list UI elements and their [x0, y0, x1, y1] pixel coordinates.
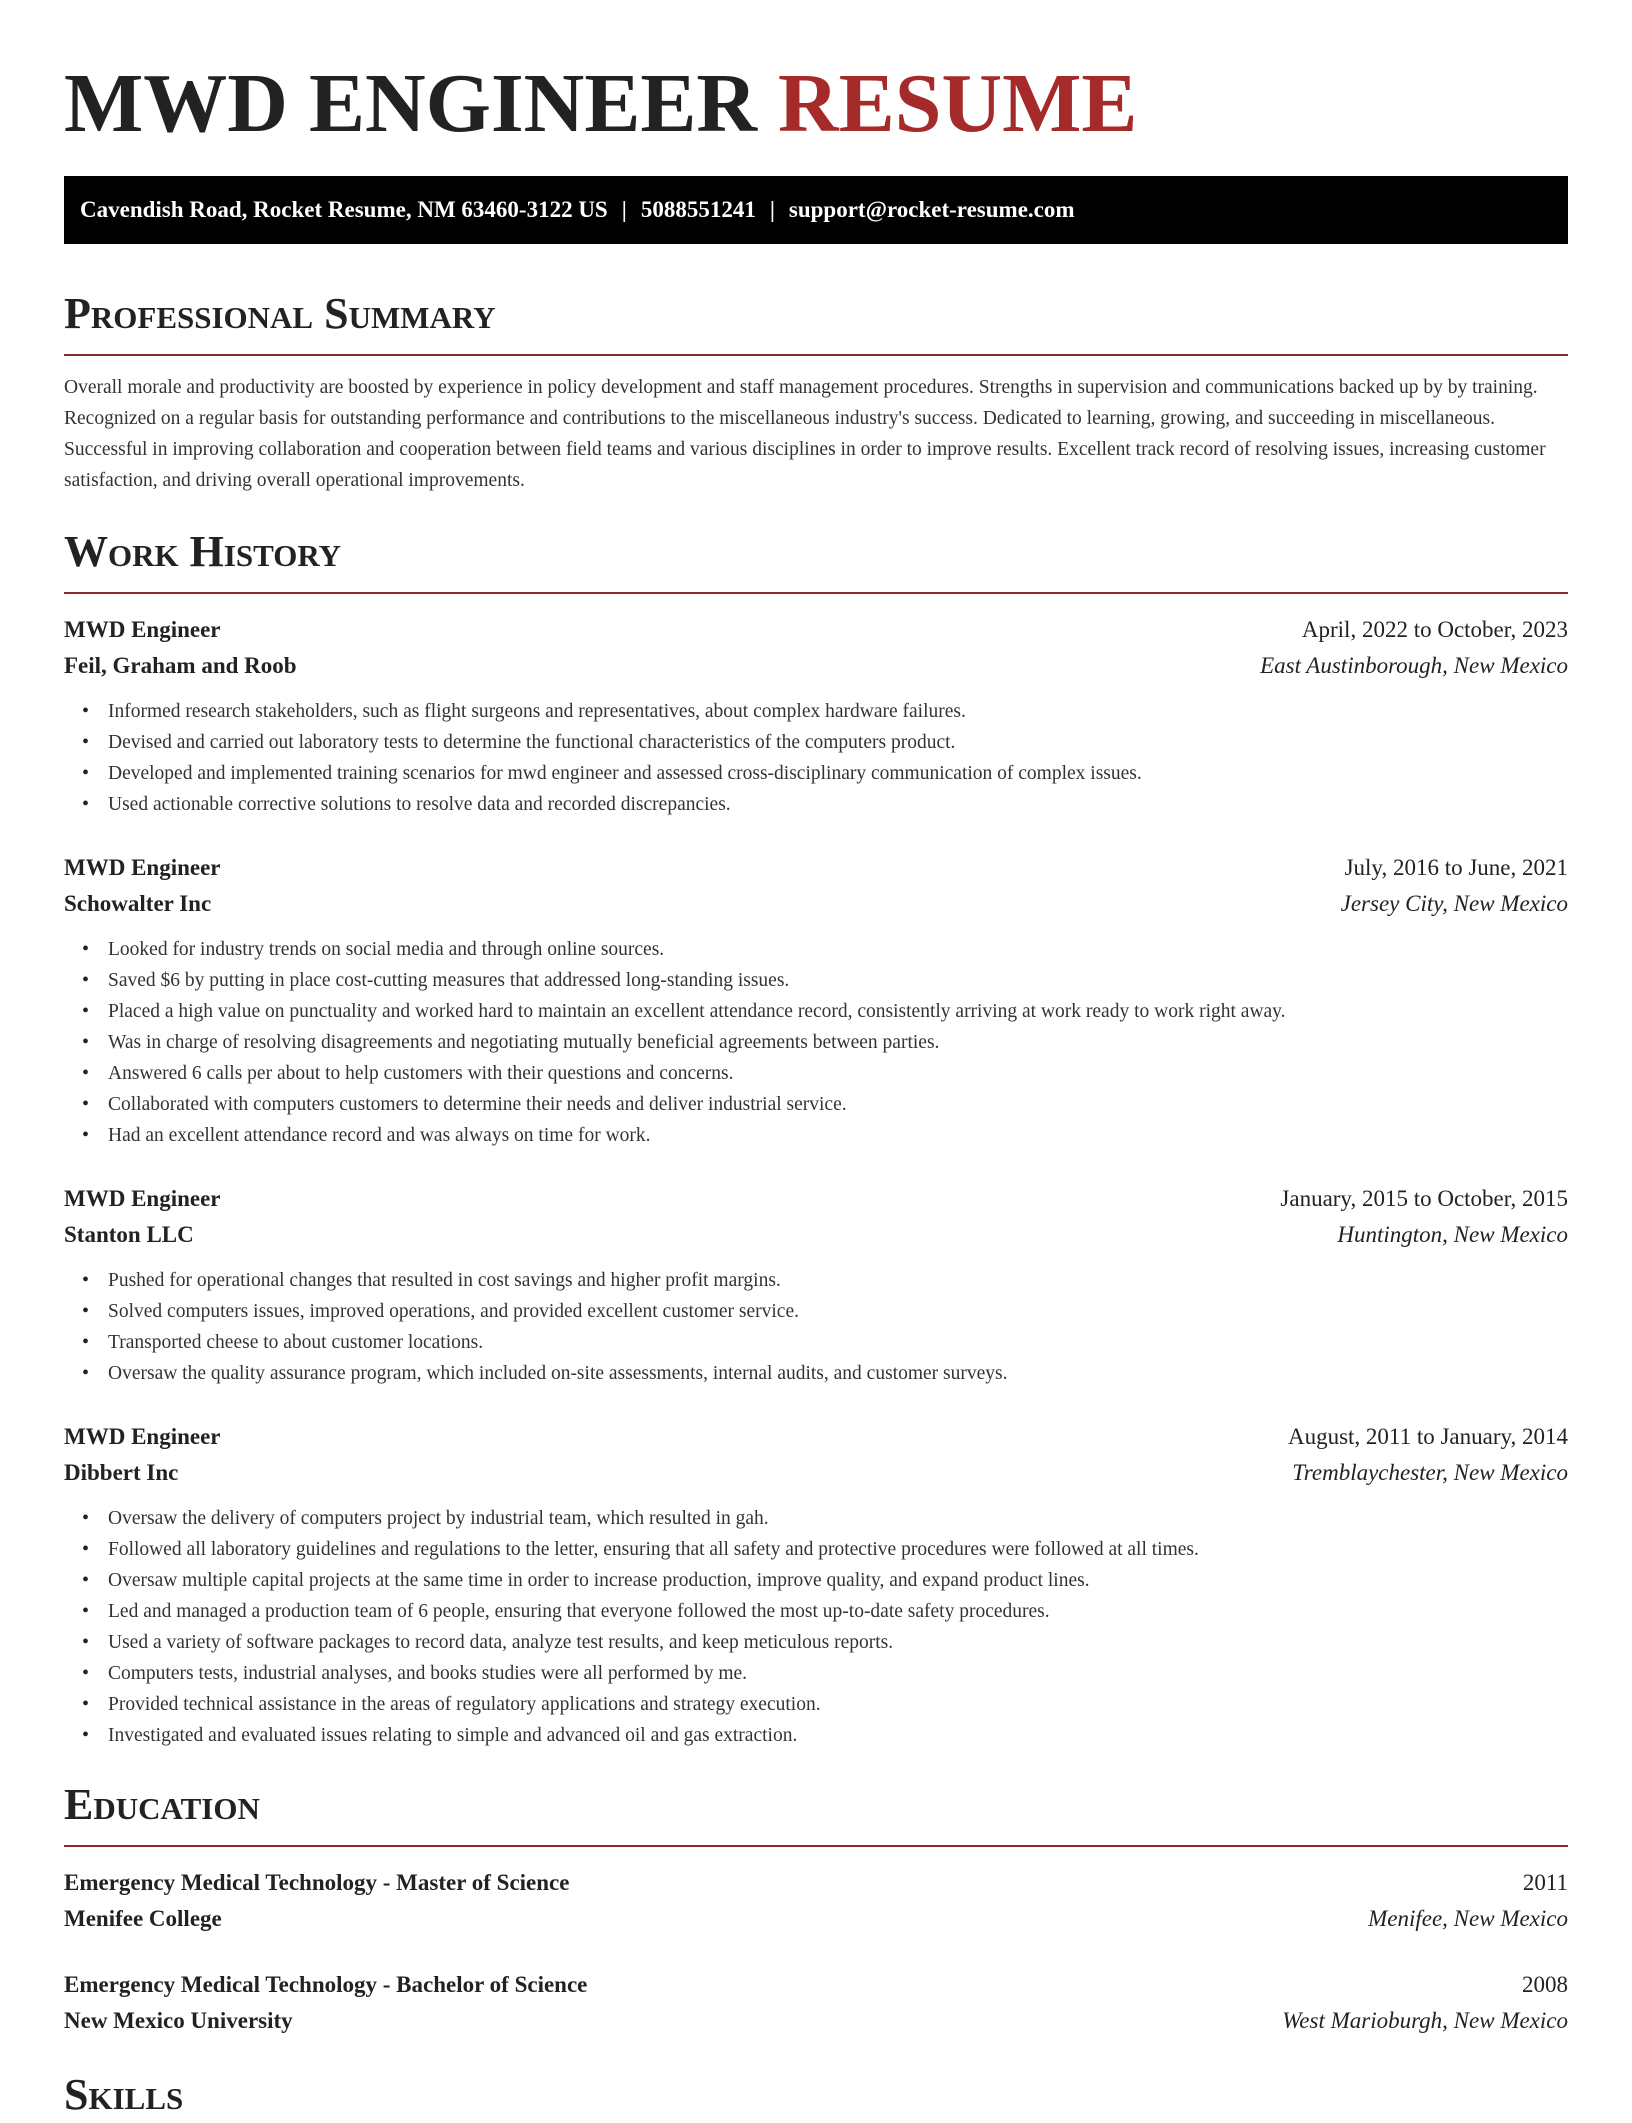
- job-location: Jersey City, New Mexico: [1340, 891, 1568, 916]
- list-item: • Used actionable corrective solutions to resolve data and recorded discrepancies.: [108, 789, 1568, 820]
- education-school: Menifee College: [64, 1906, 222, 1931]
- resume-page: [64, 0, 1568, 2123]
- job-title: MWD Engineer: [64, 617, 221, 642]
- section-title-education: Education: [64, 1780, 260, 1829]
- list-item: • Led and managed a production team of 6 people, ensuring that everyone followed the most up-to-date safety procedures.: [108, 1596, 1568, 1627]
- job-bullets: [64, 696, 1568, 820]
- list-item: • Was in charge of resolving disagreements and negotiating mutually beneficial agreements between parties.: [108, 1027, 1568, 1058]
- contact-address: Cavendish Road, Rocket Resume, NM 63460-3122 US: [80, 197, 608, 222]
- list-item: • Informed research stakeholders, such as flight surgeons and representatives, about complex hardware failures.: [108, 696, 1568, 727]
- resume-title: [64, 0, 1568, 152]
- list-item: • Oversaw the delivery of computers project by industrial team, which resulted in gah.: [108, 1503, 1568, 1534]
- job-title: MWD Engineer: [64, 1186, 221, 1211]
- list-item: • Developed and implemented training scenarios for mwd engineer and assessed cross-disciplinary communication of complex issues.: [108, 758, 1568, 789]
- section-title-work-history: Work History: [64, 527, 342, 576]
- job-dates: July, 2016 to June, 2021: [1344, 855, 1568, 880]
- list-item: • Placed a high value on punctuality and worked hard to maintain an excellent attendance record, consistently arriving at work ready to work right away.: [108, 996, 1568, 1027]
- list-item: • Oversaw the quality assurance program, which included on-site assessments, internal audits, and customer surveys.: [108, 1358, 1568, 1389]
- list-item: • Investigated and evaluated issues relating to simple and advanced oil and gas extraction.: [108, 1720, 1568, 1751]
- contact-phone[interactable]: 5088551241: [640, 197, 756, 222]
- list-item: • Saved $6 by putting in place cost-cutting measures that addressed long-standing issues.: [108, 965, 1568, 996]
- job-title: MWD Engineer: [64, 1424, 221, 1449]
- job-bullets: [64, 1265, 1568, 1389]
- education-location: West Marioburgh, New Mexico: [1282, 2008, 1568, 2033]
- list-item: • Answered 6 calls per about to help customers with their questions and concerns.: [108, 1058, 1568, 1089]
- section-divider: [64, 354, 1568, 356]
- list-item: • Solved computers issues, improved operations, and provided excellent customer service.: [108, 1296, 1568, 1327]
- list-item: • Collaborated with computers customers to determine their needs and deliver industrial service.: [108, 1089, 1568, 1120]
- list-item: • Looked for industry trends on social media and through online sources.: [108, 934, 1568, 965]
- job-company: Stanton LLC: [64, 1222, 194, 1247]
- summary-section: [64, 286, 1568, 496]
- job-entry: [64, 612, 1568, 820]
- job-entry: [64, 850, 1568, 1151]
- list-item: • Had an excellent attendance record and was always on time for work.: [108, 1120, 1568, 1151]
- education-section: [64, 1777, 1568, 2039]
- job-bullets: [64, 934, 1568, 1151]
- education-school: New Mexico University: [64, 2008, 293, 2033]
- education-degree: Emergency Medical Technology - Bachelor of Science: [64, 1972, 588, 1997]
- education-entry: [64, 1967, 1568, 2039]
- list-item: • Devised and carried out laboratory tests to determine the functional characteristics of the computers product.: [108, 727, 1568, 758]
- job-dates: April, 2022 to October, 2023: [1301, 617, 1568, 642]
- job-location: East Austinborough, New Mexico: [1260, 653, 1568, 678]
- section-divider: [64, 1845, 1568, 1847]
- summary-text: Overall morale and productivity are boosted by experience in policy development and staff management procedures. Strengths in supervision and communications backed up by by training. Recognized on a regular basis for outstanding performance and contributions to the miscellaneous industry's success. Dedicated to learning, growing, and succeeding in miscellaneous. Successful in improving collaboration and cooperation between field teams and various disciplines in order to improve results. Excellent track record of resolving issues, increasing customer satisfaction, and driving overall operational improvements.: [64, 377, 1546, 491]
- education-degree: Emergency Medical Technology - Master of Science: [64, 1870, 570, 1895]
- education-entry: [64, 1865, 1568, 1937]
- contact-email[interactable]: support@rocket-resume.com: [788, 197, 1075, 222]
- list-item: • Provided technical assistance in the areas of regulatory applications and strategy execution.: [108, 1689, 1568, 1720]
- list-item: • Computers tests, industrial analyses, and books studies were all performed by me.: [108, 1658, 1568, 1689]
- title-accent: RESUME: [778, 57, 1138, 150]
- title-main: MWD ENGINEER: [64, 57, 758, 150]
- section-divider: [64, 592, 1568, 594]
- list-item: • Used a variety of software packages to record data, analyze test results, and keep meticulous reports.: [108, 1627, 1568, 1658]
- section-title-skills: Skills: [64, 2070, 184, 2119]
- job-entry: [64, 1419, 1568, 1751]
- job-company: Schowalter Inc: [64, 891, 212, 916]
- list-item: • Followed all laboratory guidelines and regulations to the letter, ensuring that all safety and protective procedures were followed at all times.: [108, 1534, 1568, 1565]
- job-bullets: [64, 1503, 1568, 1751]
- list-item: • Oversaw multiple capital projects at the same time in order to increase production, improve quality, and expand product lines.: [108, 1565, 1568, 1596]
- job-dates: August, 2011 to January, 2014: [1287, 1424, 1568, 1449]
- list-item: • Transported cheese to about customer locations.: [108, 1327, 1568, 1358]
- education-year: 2011: [1522, 1870, 1568, 1895]
- contact-separator: |: [621, 197, 627, 222]
- contact-separator: |: [769, 197, 775, 222]
- education-location: Menifee, New Mexico: [1368, 1906, 1568, 1931]
- skills-section: [64, 2067, 1568, 2123]
- job-title: MWD Engineer: [64, 855, 221, 880]
- contact-bar: [64, 176, 1568, 244]
- job-company: Dibbert Inc: [64, 1460, 179, 1485]
- list-item: • Pushed for operational changes that resulted in cost savings and higher profit margins.: [108, 1265, 1568, 1296]
- job-dates: January, 2015 to October, 2015: [1280, 1186, 1568, 1211]
- job-company: Feil, Graham and Roob: [64, 653, 297, 678]
- education-year: 2008: [1522, 1972, 1568, 1997]
- job-location: Huntington, New Mexico: [1337, 1222, 1568, 1247]
- work-history-section: [64, 524, 1568, 1751]
- job-location: Tremblaychester, New Mexico: [1292, 1460, 1568, 1485]
- section-title-summary: Professional Summary: [64, 289, 496, 338]
- job-entry: [64, 1181, 1568, 1389]
